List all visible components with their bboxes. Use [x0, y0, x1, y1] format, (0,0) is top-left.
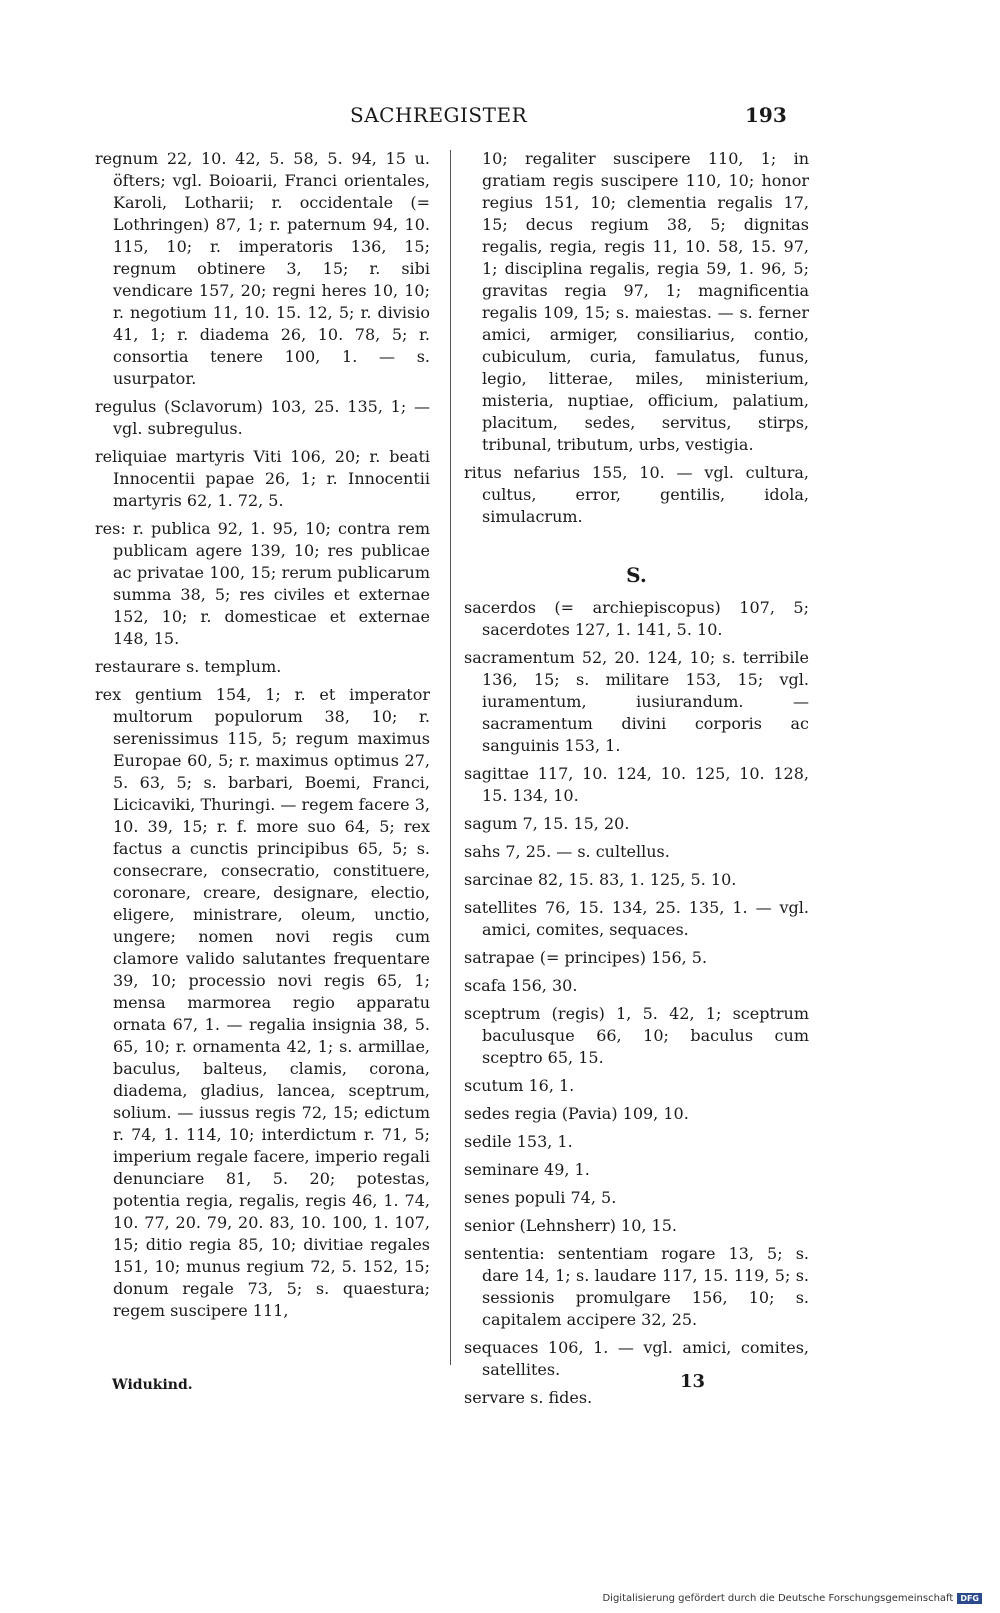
index-entry: sacerdos (= archiepiscopus) 107, 5; sacerdotes 127, 1. 141, 5. 10. [464, 598, 809, 639]
index-entry: seminare 49, 1. [464, 1160, 590, 1179]
index-entry: senes populi 74, 5. [464, 1188, 617, 1207]
index-entry: sagittae 117, 10. 124, 10. 125, 10. 128, 15. 134, 10. [464, 764, 809, 805]
dfg-logo: DFG [957, 1593, 982, 1604]
index-entry: restaurare s. templum. [95, 657, 282, 676]
index-column-right [464, 148, 809, 1415]
index-entry: satrapae (= principes) 156, 5. [464, 948, 708, 967]
column-divider [450, 150, 451, 1365]
index-entry: regnum 22, 10. 42, 5. 58, 5. 94, 15 u. öfters; vgl. Boioarii, Franci orientales, Karoli, Lotharii; r. occidentale (= Lothringen) 87, 1; r. paternum 94, 10. 115, 10; r. imperatoris 136, 15; regnum obtinere 3, 15; r. sibi vendicare 157, 20; regni heres 10, 10; r. negotium 11, 10. 15. 12, 5; r. divisio 41, 1; r. diadema 26, 10. 78, 5; r. consortia tenere 100, 1. — s. usurpator. [95, 149, 430, 388]
index-entry: senior (Lehnsherr) 10, 15. [464, 1216, 677, 1235]
section-letter-heading: S. [626, 563, 647, 587]
index-entry: sahs 7, 25. — s. cultellus. [464, 842, 670, 861]
index-entry: reliquiae martyris Viti 106, 20; r. beati Innocentii papae 26, 1; r. Innocentii martyris 62, 1. 72, 5. [95, 447, 430, 510]
index-entry: sceptrum (regis) 1, 5. 42, 1; sceptrum baculusque 66, 10; baculus cum sceptro 65, 15. [464, 1004, 809, 1067]
index-entry: sedes regia (Pavia) 109, 10. [464, 1104, 689, 1123]
running-header-title: SACHREGISTER [350, 103, 528, 127]
index-entry: sedile 153, 1. [464, 1132, 573, 1151]
index-entry: sarcinae 82, 15. 83, 1. 125, 5. 10. [464, 870, 737, 889]
index-entry: res: r. publica 92, 1. 95, 10; contra rem publicam agere 139, 10; res publicae ac privatae 100, 15; rerum publicarum summa 38, 5; res civiles et externae 152, 10; r. domesticae et externae 148, 15. [95, 519, 430, 648]
index-entry: satellites 76, 15. 134, 25. 135, 1. — vgl. amici, comites, sequaces. [464, 898, 809, 939]
index-entry: sagum 7, 15. 15, 20. [464, 814, 630, 833]
signature-number: 13 [680, 1371, 706, 1392]
index-entry: ritus nefarius 155, 10. — vgl. cultura, cultus, error, gentilis, idola, simulacrum. [464, 463, 809, 526]
index-entry: scutum 16, 1. [464, 1076, 575, 1095]
index-entry: sacramentum 52, 20. 124, 10; s. terribile 136, 15; s. militare 153, 15; vgl. iuramentum, iusiurandum. — sacramentum divini corporis ac sanguinis 153, 1. [464, 648, 809, 755]
index-entry: sententia: sententiam rogare 13, 5; s. dare 14, 1; s. laudare 117, 15. 119, 5; s. sessionis promulgare 156, 10; s. capitalem accipere 32, 25. [464, 1244, 809, 1329]
index-entry: servare s. fides. [464, 1388, 593, 1407]
index-entry: scafa 156, 30. [464, 976, 578, 995]
index-entry: regulus (Sclavorum) 103, 25. 135, 1; — vgl. subregulus. [95, 397, 430, 438]
digitization-credit [602, 1593, 982, 1604]
page-number: 193 [745, 103, 787, 127]
signature-mark: Widukind. [112, 1377, 193, 1393]
index-column-left [95, 148, 430, 1328]
index-entry: rex gentium 154, 1; r. et imperator multorum populorum 38, 10; r. serenissimus 115, 5; regum maximus Europae 60, 5; r. maximus optimus 27, 5. 63, 5; s. barbari, Boemi, Franci, Licicaviki, Thuringi. — regem facere 3, 10. 39, 15; r. f. more suo 64, 5; rex factus a cunctis principibus 65, 5; s. consecrare, consecratio, constituere, coronare, creare, designare, electio, eligere, ministrare, oleum, unctio, ungere; nomen novi regis cum clamore valido salutantes frequentare 39, 10; processio novi regis 65, 1; mensa marmorea regio apparatu ornata 67, 1. — regalia insignia 38, 5. 65, 10; r. ornamenta 42, 1; s. armillae, baculus, balteus, clamis, corona, diadema, gladius, lancea, sceptrum, solium. — iussus regis 72, 15; edictum r. 74, 1. 114, 10; interdictum r. 71, 5; imperium regale facere, imperio regali denunciare 81, 5. 20; potestas, potentia regia, regalis, regis 46, 1. 74, 10. 77, 20. 79, 20. 83, 10. 100, 1. 107, 15; ditio regia 85, 10; divitiae regales 151, 10; munus regium 72, 5. 152, 15; donum regale 73, 5; s. quaestura; regem suscipere 111, [95, 685, 430, 1320]
index-entry-continued: 10; regaliter suscipere 110, 1; in gratiam regis suscipere 110, 10; honor regius 151, 10; clementia regalis 17, 15; decus regium 38, 5; dignitas regalis, regia, regis 11, 10. 58, 15. 97, 1; disciplina regalis, regia 59, 1. 96, 5; gravitas regia 97, 1; magnificentia regalis 109, 15; s. maiestas. — s. ferner amici, armiger, consiliarius, contio, cubiculum, curia, famulatus, funus, legio, litterae, miles, ministerium, misteria, nuptiae, officium, palatium, placitum, sedes, servitus, stirps, tribunal, tributum, urbs, vestigia. [482, 149, 809, 454]
index-entry: sequaces 106, 1. — vgl. amici, comites, satellites. [464, 1338, 809, 1379]
credit-text: Digitalisierung gefördert durch die Deutsche Forschungsgemeinschaft [602, 1593, 954, 1604]
